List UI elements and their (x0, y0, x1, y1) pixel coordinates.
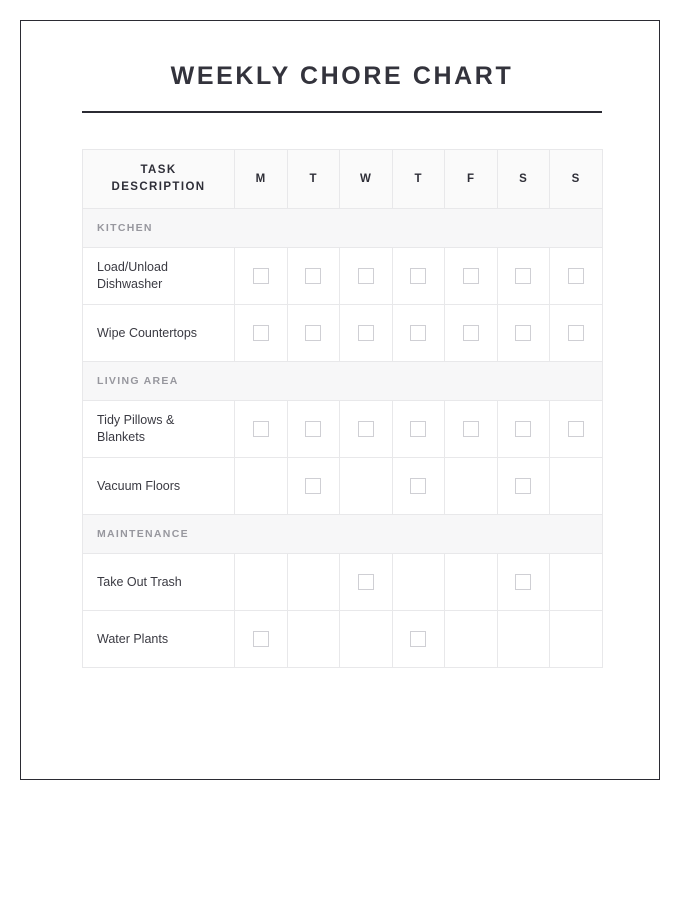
checkbox-cell (550, 458, 603, 515)
task-checkbox[interactable] (515, 574, 531, 590)
checkbox-cell[interactable] (445, 248, 498, 305)
section-label: LIVING AREA (83, 362, 603, 401)
checkbox-cell[interactable] (235, 611, 288, 668)
day-header-saturday: S (497, 150, 550, 209)
empty-cell-placeholder (568, 631, 584, 647)
section-label: MAINTENANCE (83, 515, 603, 554)
task-checkbox[interactable] (410, 478, 426, 494)
table-row (83, 401, 603, 458)
checkbox-cell[interactable] (550, 248, 603, 305)
checkbox-cell[interactable] (287, 458, 340, 515)
checkbox-cell (550, 554, 603, 611)
checkbox-cell[interactable] (497, 248, 550, 305)
day-header-monday: M (235, 150, 288, 209)
page-title: WEEKLY CHORE CHART (170, 62, 514, 90)
section-row (83, 362, 603, 401)
task-checkbox[interactable] (410, 268, 426, 284)
task-header-line-2: DESCRIPTION (111, 181, 206, 193)
printable-sheet (20, 20, 660, 780)
empty-cell-placeholder (463, 478, 479, 494)
checkbox-cell (235, 554, 288, 611)
table-row (83, 248, 603, 305)
checkbox-cell[interactable] (445, 305, 498, 362)
task-checkbox[interactable] (568, 421, 584, 437)
checkbox-cell (340, 458, 393, 515)
task-checkbox[interactable] (305, 268, 321, 284)
checkbox-cell[interactable] (445, 401, 498, 458)
task-checkbox[interactable] (253, 325, 269, 341)
task-checkbox[interactable] (515, 325, 531, 341)
chore-table (82, 149, 603, 668)
empty-cell-placeholder (305, 574, 321, 590)
checkbox-cell (497, 611, 550, 668)
checkbox-cell[interactable] (287, 248, 340, 305)
checkbox-cell[interactable] (497, 458, 550, 515)
task-label: Tidy Pillows & Blankets (83, 401, 235, 458)
checkbox-cell[interactable] (550, 305, 603, 362)
table-row (83, 554, 603, 611)
checkbox-cell[interactable] (392, 305, 445, 362)
day-header-friday: F (445, 150, 498, 209)
checkbox-cell (445, 611, 498, 668)
checkbox-cell[interactable] (497, 401, 550, 458)
header-row (83, 150, 603, 209)
task-checkbox[interactable] (568, 268, 584, 284)
checkbox-cell (340, 611, 393, 668)
empty-cell-placeholder (253, 574, 269, 590)
table-row (83, 458, 603, 515)
task-label: Water Plants (83, 611, 235, 668)
task-checkbox[interactable] (305, 421, 321, 437)
empty-cell-placeholder (568, 574, 584, 590)
empty-cell-placeholder (463, 574, 479, 590)
day-header-wednesday: W (340, 150, 393, 209)
checkbox-cell[interactable] (550, 401, 603, 458)
empty-cell-placeholder (305, 631, 321, 647)
section-row (83, 209, 603, 248)
empty-cell-placeholder (253, 478, 269, 494)
checkbox-cell[interactable] (235, 401, 288, 458)
section-label: KITCHEN (83, 209, 603, 248)
task-checkbox[interactable] (358, 421, 374, 437)
table-row (83, 611, 603, 668)
checkbox-cell (392, 554, 445, 611)
day-header-sunday: S (550, 150, 603, 209)
task-checkbox[interactable] (463, 268, 479, 284)
checkbox-cell (287, 611, 340, 668)
task-checkbox[interactable] (515, 478, 531, 494)
checkbox-cell[interactable] (287, 401, 340, 458)
task-checkbox[interactable] (463, 325, 479, 341)
checkbox-cell (235, 458, 288, 515)
checkbox-cell[interactable] (392, 248, 445, 305)
empty-cell-placeholder (515, 631, 531, 647)
task-label: Vacuum Floors (83, 458, 235, 515)
task-checkbox[interactable] (410, 631, 426, 647)
task-checkbox[interactable] (253, 421, 269, 437)
checkbox-cell[interactable] (392, 458, 445, 515)
task-checkbox[interactable] (358, 268, 374, 284)
checkbox-cell[interactable] (340, 305, 393, 362)
section-row (83, 515, 603, 554)
checkbox-cell[interactable] (392, 401, 445, 458)
task-checkbox[interactable] (410, 325, 426, 341)
checkbox-cell (445, 458, 498, 515)
task-label: Wipe Countertops (83, 305, 235, 362)
task-checkbox[interactable] (305, 478, 321, 494)
checkbox-cell[interactable] (497, 305, 550, 362)
task-checkbox[interactable] (253, 631, 269, 647)
day-header-tuesday: T (287, 150, 340, 209)
checkbox-cell[interactable] (287, 305, 340, 362)
checkbox-cell[interactable] (235, 248, 288, 305)
checkbox-cell[interactable] (235, 305, 288, 362)
table-body (83, 209, 603, 668)
task-label: Load/Unload Dishwasher (83, 248, 235, 305)
task-checkbox[interactable] (358, 325, 374, 341)
task-checkbox[interactable] (515, 268, 531, 284)
empty-cell-placeholder (358, 631, 374, 647)
checkbox-cell[interactable] (392, 611, 445, 668)
task-checkbox[interactable] (463, 421, 479, 437)
task-checkbox[interactable] (410, 421, 426, 437)
checkbox-cell (445, 554, 498, 611)
title-divider (82, 111, 602, 113)
empty-cell-placeholder (463, 631, 479, 647)
empty-cell-placeholder (410, 574, 426, 590)
task-description-header (83, 150, 235, 209)
task-checkbox[interactable] (568, 325, 584, 341)
table-row (83, 305, 603, 362)
table-header (83, 150, 603, 209)
empty-cell-placeholder (568, 478, 584, 494)
task-label: Take Out Trash (83, 554, 235, 611)
empty-cell-placeholder (358, 478, 374, 494)
day-header-thursday: T (392, 150, 445, 209)
checkbox-cell[interactable] (340, 554, 393, 611)
sheet-content (82, 61, 602, 668)
checkbox-cell[interactable] (340, 401, 393, 458)
checkbox-cell[interactable] (497, 554, 550, 611)
checkbox-cell[interactable] (340, 248, 393, 305)
task-checkbox[interactable] (515, 421, 531, 437)
task-checkbox[interactable] (305, 325, 321, 341)
task-checkbox[interactable] (358, 574, 374, 590)
checkbox-cell (550, 611, 603, 668)
checkbox-cell (287, 554, 340, 611)
task-header-line-1: TASK (140, 164, 177, 177)
task-checkbox[interactable] (253, 268, 269, 284)
